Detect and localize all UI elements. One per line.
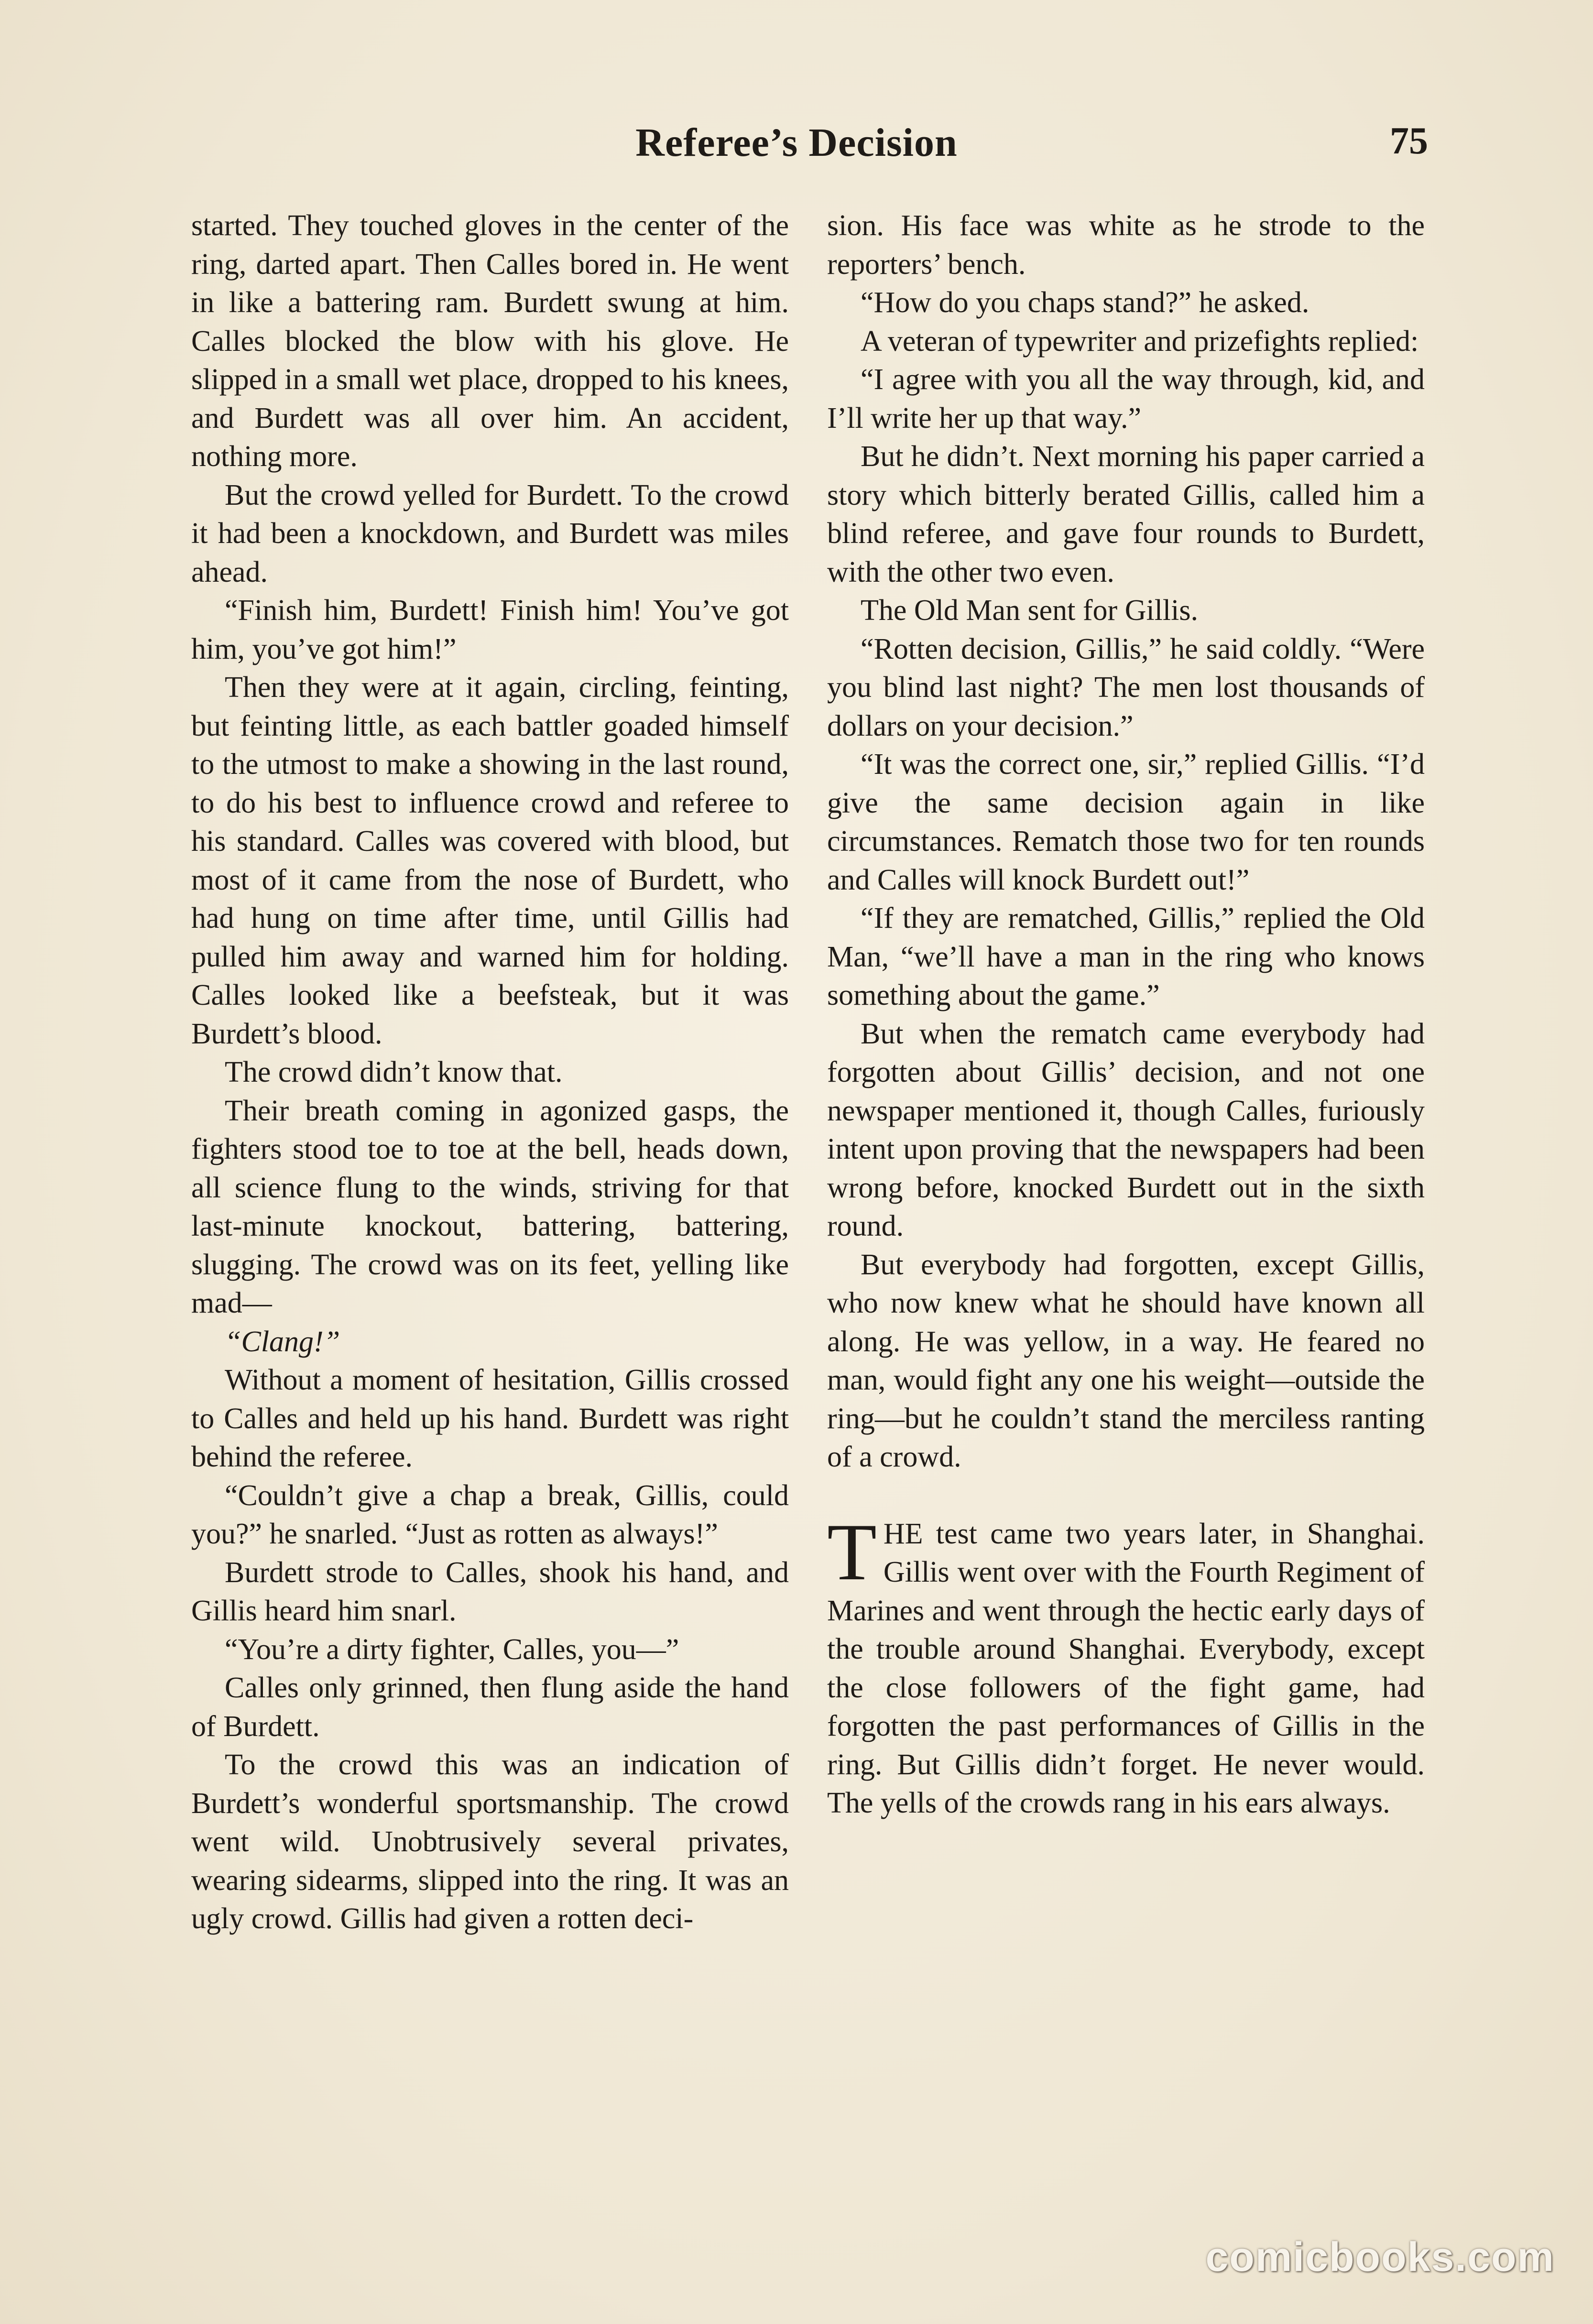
left-column [191,206,789,1938]
paragraph: To the crowd this was an indication of Burdett’s wonderful sportsmanship. The crowd went wild. Unobtrusively several privates, wearing sidearms, slipped into the ring. It was an ugly crowd. Gillis had given a rotten deci- [191,1748,789,1935]
paragraph: “I agree with you all the way through, kid, and I’ll write her up that way.” [827,363,1425,434]
section-break [827,1477,1425,1515]
section-opening-text: HE test came two years later, in Shanghai. Gillis went over with the Fourth Regiment of Marines and went through the hectic early days of the trouble around Shanghai. Everybody, except the close followers of the fight game, had forgotten the past performances of Gillis in the ring. But Gillis didn’t forget. He never would. The yells of the crowds rang in his ears always. [827,1517,1425,1819]
paragraph: Calles only grinned, then flung aside the hand of Burdett. [191,1672,789,1743]
paragraph: sion. His face was white as he strode to the reporters’ bench. [827,209,1425,281]
paragraph: But when the rematch came everybody had forgotten about Gillis’ decision, and not one newspaper mentioned it, though Calles, furiously intent upon proving that the newspapers had been wrong before, knocked Burdett out in the sixth round. [827,1017,1425,1242]
paragraph: “Couldn’t give a chap a break, Gillis, could you?” he snarled. “Just as rotten as always!” [191,1479,789,1550]
paragraph: Their breath coming in agonized gasps, the fighters stood toe to toe at the bell, heads down, all science flung to the winds, striving for that last-minute knockout, battering, battering, slugging. The crowd was on its feet, yelling like mad— [191,1094,789,1319]
paragraph: “It was the correct one, sir,” replied Gillis. “I’d give the same decision again in like circumstances. Rematch those two for ten rounds and Calles will knock Burdett out!” [827,748,1425,896]
section-opening-paragraph [827,1507,1425,1823]
paragraph: The Old Man sent for Gillis. [861,594,1199,627]
watermark: comicbooks.com [1205,2234,1555,2280]
drop-cap: T [827,1507,877,1597]
paragraph: But everybody had forgotten, except Gillis, who now knew what he should have known all along. He was yellow, in a way. He feared no man, would fight any one his weight—outside the ring—but he couldn’t stand the merciless ranting of a crowd. [827,1248,1425,1473]
paragraph: Without a moment of hesitation, Gillis crossed to Calles and held up his hand. Burdett was right behind the referee. [191,1364,789,1473]
paragraph: “Finish him, Burdett! Finish him! You’ve got him, you’ve got him!” [191,594,789,665]
paragraph: Then they were at it again, circling, feinting, but feinting little, as each battler goaded himself to the utmost to make a showing in the last round, to do his best to influence crowd and referee to his standard. Calles was covered with blood, but most of it came from the nose of Burdett, who had hung on time after time, until Gillis had pulled him away and warned him for holding. Calles looked like a beefsteak, but it was Burdett’s blood. [191,671,789,1050]
paragraph: “How do you chaps stand?” he asked. [861,286,1309,319]
paragraph: “You’re a dirty fighter, Calles, you—” [225,1633,679,1666]
page-number: 75 [1390,120,1428,162]
paragraph: But the crowd yelled for Burdett. To the crowd it had been a knockdown, and Burdett was miles ahead. [191,478,789,588]
paragraph: “Rotten decision, Gillis,” he said coldly. “Were you blind last night? The men lost thousands of dollars on your decision.” [827,632,1425,742]
paragraph: started. They touched gloves in the center of the ring, darted apart. Then Calles bored in. He went in like a battering ram. Burdett swung at him. Calles blocked the blow with his glove. He slipped in a small wet place, dropped to his knees, and Burdett was all over him. An accident, nothing more. [191,209,789,473]
running-title: Referee’s Decision [635,120,958,165]
right-column [827,206,1425,1823]
paragraph: But he didn’t. Next morning his paper carried a story which bitterly berated Gillis, called him a blind referee, and gave four rounds to Burdett, with the other two even. [827,440,1425,588]
paragraph: A veteran of typewriter and prizefights replied: [861,325,1419,358]
paragraph: Burdett strode to Calles, shook his hand, and Gillis heard him snarl. [191,1556,789,1627]
paragraph-clang: “Clang!” [225,1325,340,1358]
paragraph: “If they are rematched, Gillis,” replied the Old Man, “we’ll have a man in the ring who knows something about the game.” [827,902,1425,1011]
paragraph: The crowd didn’t know that. [225,1056,563,1088]
